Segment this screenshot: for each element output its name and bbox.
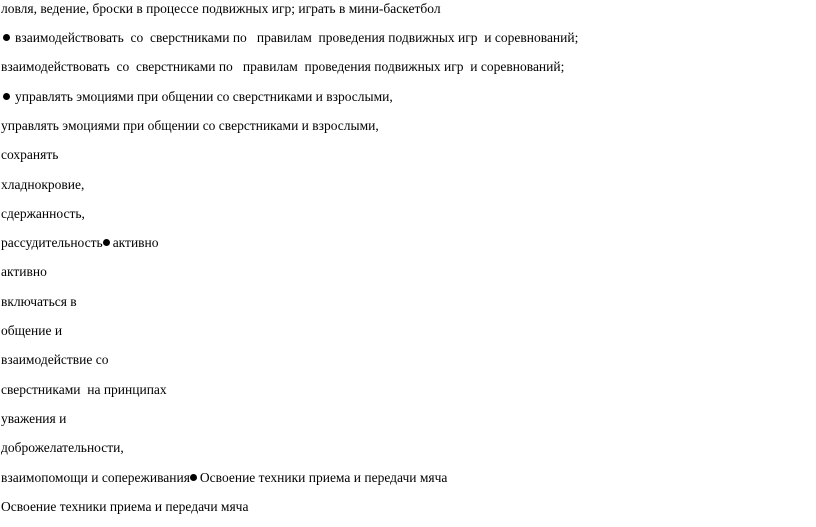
text-line-content: управлять эмоциями при общении со сверстниками и взрослыми, (1, 118, 379, 133)
bullet-line (1, 30, 578, 46)
text-line-content: общение и (1, 323, 63, 338)
text-line (1, 499, 248, 515)
text-line (1, 177, 84, 193)
text-line-content: хладнокровие, (1, 177, 85, 192)
text-line (1, 470, 447, 486)
text-line (1, 147, 58, 163)
text-line (1, 59, 564, 75)
bullet-icon (190, 474, 197, 481)
text-line-content: взаимодействовать со сверстниками по правилам проведения подвижных игр и соревнований; (1, 59, 565, 74)
text-line (1, 411, 66, 427)
text-line-content: активно (112, 235, 159, 250)
text-line-content: Освоение техники приема и передачи мяча (1, 499, 249, 514)
text-line-content: сохранять (1, 147, 59, 162)
text-line-content: взаимодействовать со сверстниками по правилам проведения подвижных игр и соревнований; (15, 30, 579, 45)
text-line-content: включаться в (1, 294, 77, 309)
text-line (1, 352, 109, 368)
text-line (1, 294, 77, 310)
text-line (1, 206, 85, 222)
text-line-content: взаимодействие со (1, 352, 109, 367)
bullet-icon (103, 239, 110, 246)
text-line (1, 235, 159, 251)
text-line (1, 1, 441, 17)
text-line-content: ловля, ведение, броски в процессе подвижных игр; играть в мини-баскетбол (1, 1, 441, 16)
text-line-content: взаимопомощи и сопереживания (1, 470, 190, 485)
text-line-content: сверстниками на принципах (1, 382, 167, 397)
text-line (1, 118, 379, 134)
text-line-content: уважения и (1, 411, 67, 426)
bullet-icon (3, 34, 10, 41)
text-line-content: управлять эмоциями при общении со сверстниками и взрослыми, (15, 89, 393, 104)
text-line (1, 382, 167, 398)
text-line-content: Освоение техники приема и передачи мяча (199, 470, 448, 485)
text-line-content: доброжелательности, (1, 440, 124, 455)
bullet-line (1, 89, 393, 105)
text-line-content: активно (1, 264, 47, 279)
text-line (1, 323, 62, 339)
text-line (1, 440, 124, 456)
bullet-icon (3, 93, 10, 100)
text-line-content: рассудительность (1, 235, 103, 250)
text-line (1, 264, 47, 280)
text-line-content: сдержанность, (1, 206, 85, 221)
